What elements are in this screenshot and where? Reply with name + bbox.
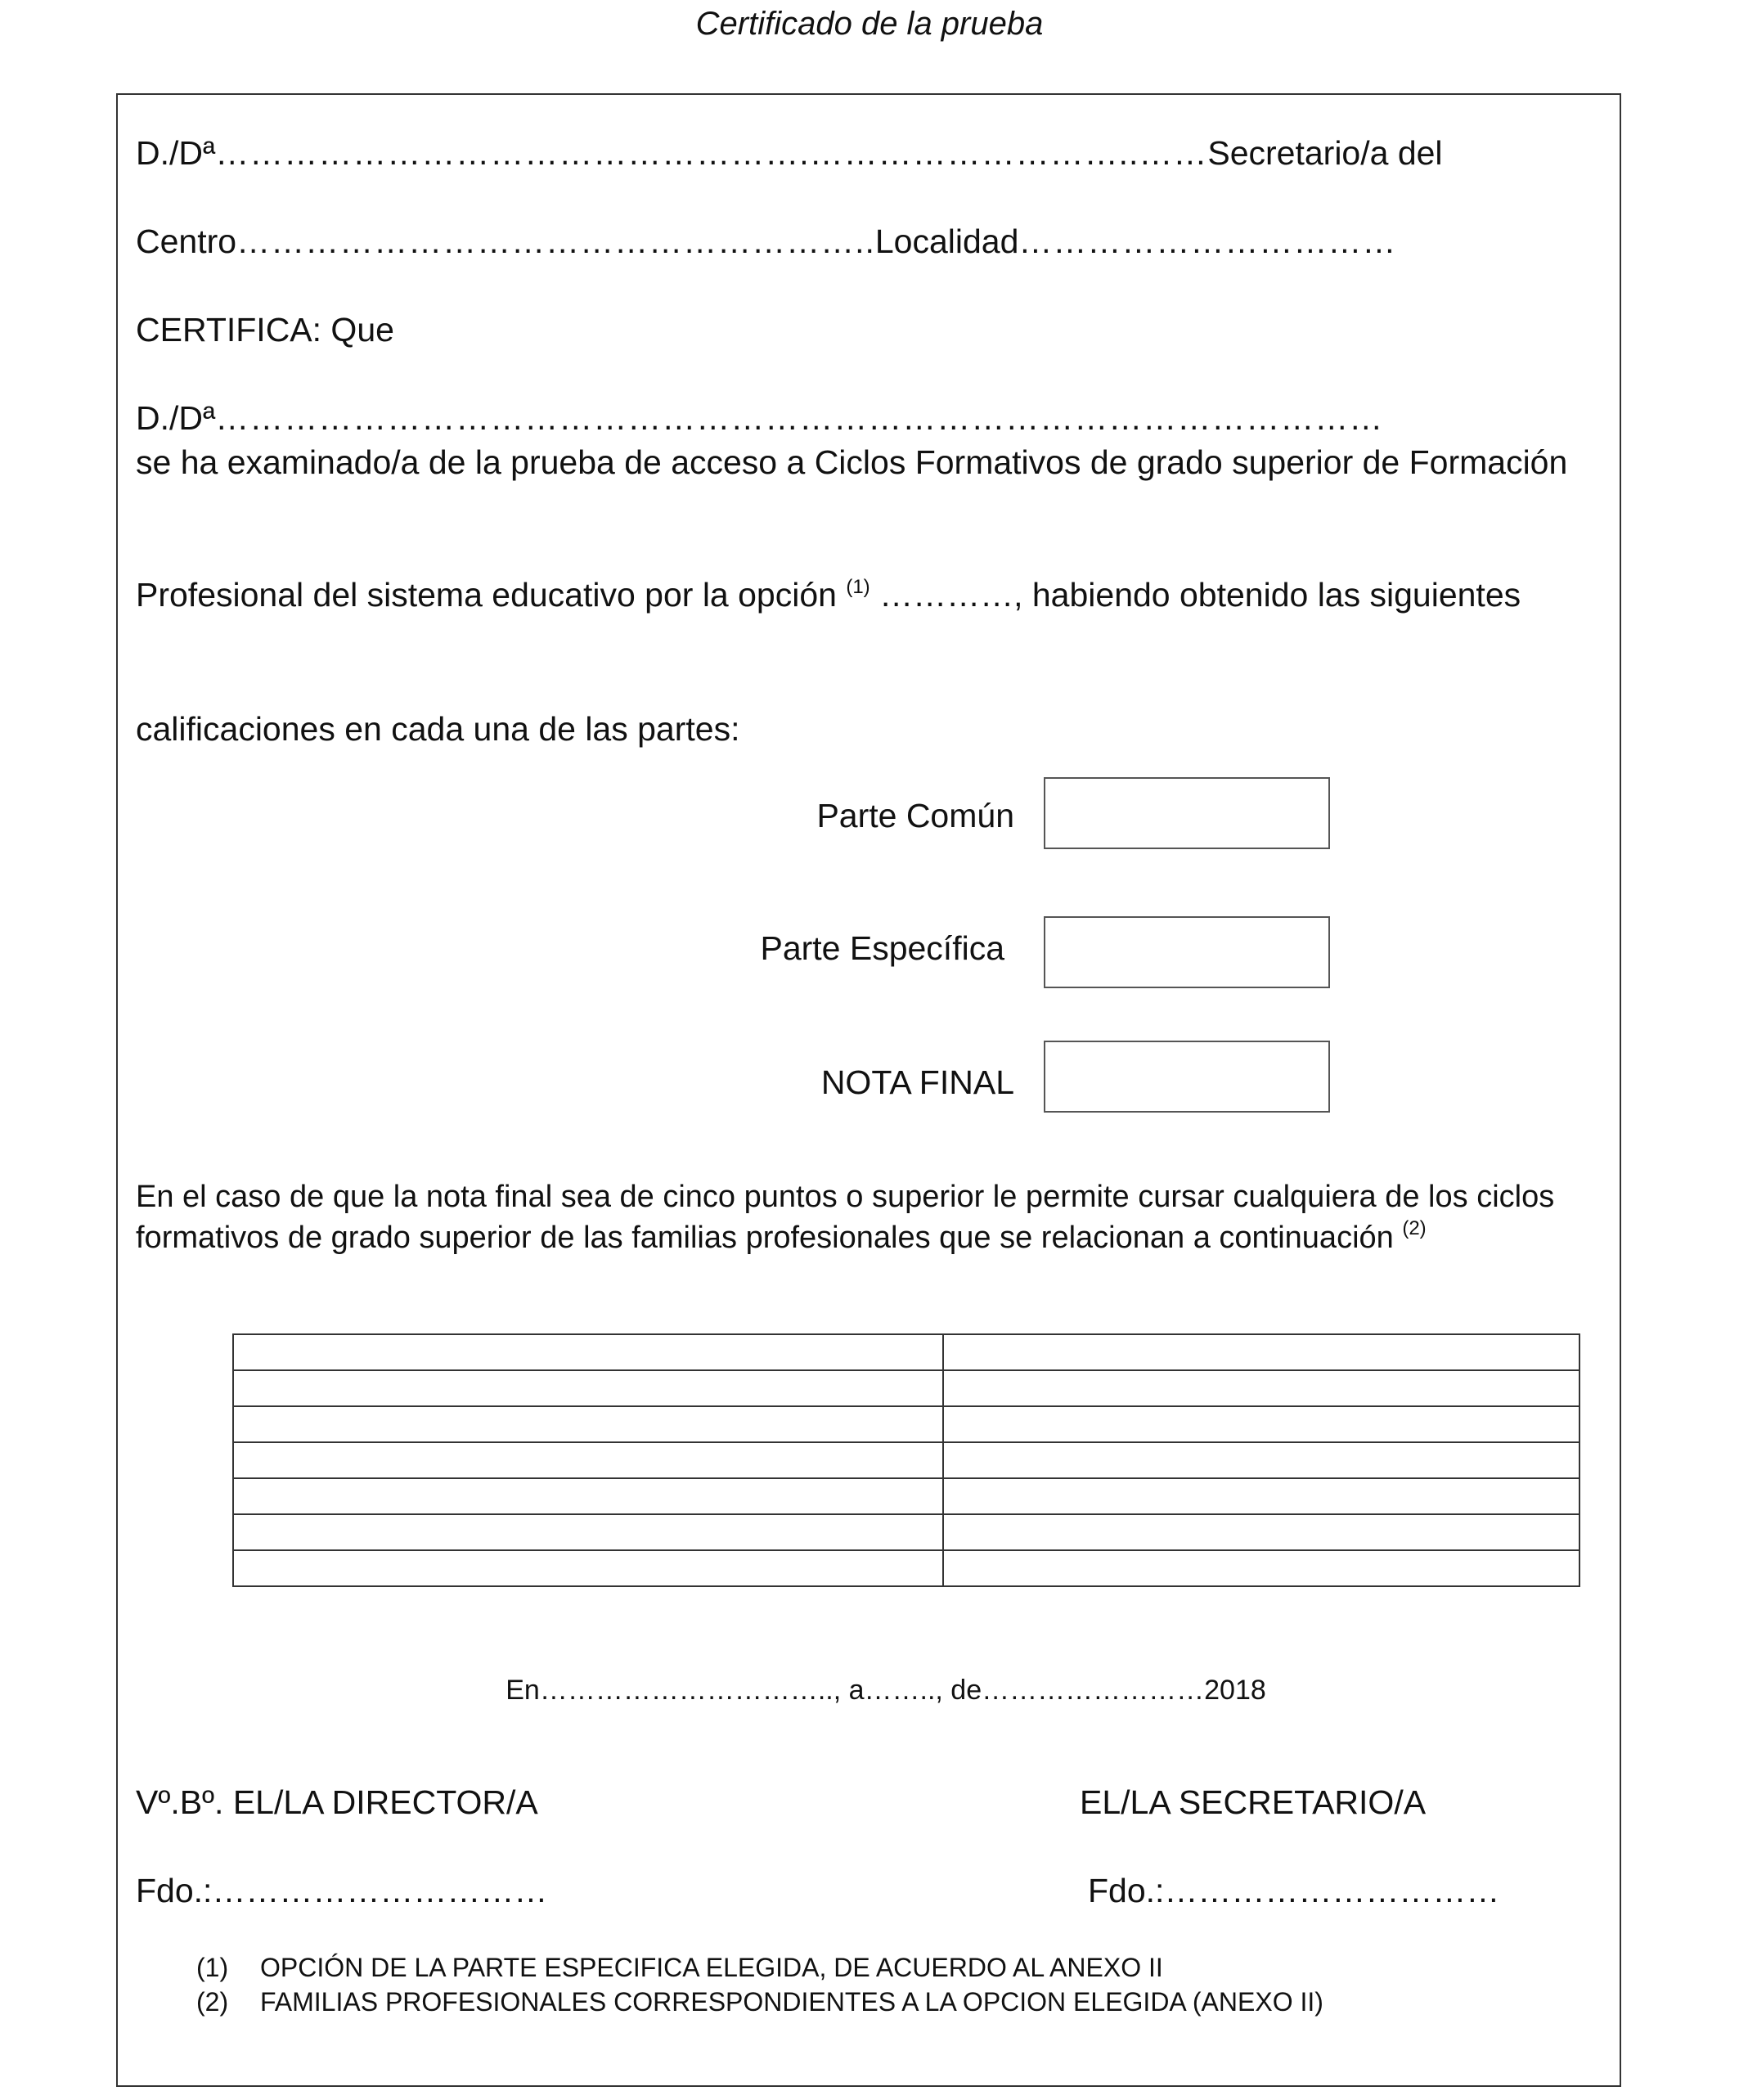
closing-paragraph: [136, 1176, 1575, 1258]
nota-final-label: NOTA FINAL: [820, 1063, 1014, 1101]
secretary-prefix: D./Dª: [136, 134, 216, 172]
table-row: [233, 1478, 1579, 1514]
table-cell[interactable]: [943, 1370, 1579, 1406]
secretario-label: EL/LA SECRETARIO/A: [1080, 1783, 1427, 1821]
table-cell[interactable]: [943, 1514, 1579, 1550]
table-cell[interactable]: [233, 1334, 943, 1370]
footnote-1: [196, 1950, 1323, 1985]
table-row: [233, 1442, 1579, 1478]
footnote-ref-2: (2): [1402, 1217, 1427, 1239]
secretario-signature-line[interactable]: Fdo.:…………………………: [1088, 1872, 1500, 1909]
table-cell[interactable]: [233, 1550, 943, 1586]
locality-label: Localidad: [874, 223, 1019, 260]
table-cell[interactable]: [233, 1370, 943, 1406]
option-paragraph: [136, 573, 1575, 617]
table-cell[interactable]: [233, 1442, 943, 1478]
footnote-2: [196, 1985, 1323, 2019]
footnote-text: FAMILIAS PROFESIONALES CORRESPONDIENTES A LA OPCION ELEGIDA (ANEXO II): [260, 1987, 1323, 2017]
footnote-number: (2): [196, 1987, 229, 2017]
footnote-text: OPCIÓN DE LA PARTE ESPECIFICA ELEGIDA, DE ACUERDO AL ANEXO II: [260, 1953, 1163, 1982]
table-cell[interactable]: [943, 1406, 1579, 1442]
parte-comun-box[interactable]: [1044, 777, 1330, 849]
date-place-line: En………………………….., a…….., de……………………2018: [506, 1675, 1266, 1706]
locality-blank[interactable]: ……………………………: [1018, 223, 1397, 260]
table-cell[interactable]: [943, 1550, 1579, 1586]
table-row: [233, 1406, 1579, 1442]
center-label: Centro: [136, 223, 237, 260]
candidate-name-line: [136, 396, 1383, 440]
closing-text: En el caso de que la nota final sea de cinco puntos o superior le permite cursar cualquiera de los ciclos formativos de grado superior de las familias profesionales que se relacionan a continuación: [136, 1180, 1555, 1255]
exam-paragraph: se ha examinado/a de la prueba de acceso a Ciclos Formativos de grado superior de Formación: [136, 443, 1568, 481]
footnotes: [196, 1950, 1323, 2019]
center-line: [136, 219, 1396, 263]
table-cell[interactable]: [943, 1334, 1579, 1370]
secretary-name-line: [136, 131, 1443, 175]
candidate-name-blank[interactable]: …………………………………………………………………………………………: [215, 399, 1384, 437]
families-table: [232, 1333, 1580, 1587]
footnote-number: (1): [196, 1953, 229, 1982]
parte-especifica-label: Parte Específica: [760, 929, 1004, 967]
table-row: [233, 1514, 1579, 1550]
table-cell[interactable]: [233, 1478, 943, 1514]
certifica-line: CERTIFICA: Que: [136, 311, 394, 349]
table-cell[interactable]: [233, 1406, 943, 1442]
secretary-suffix: Secretario/a del: [1207, 134, 1443, 172]
nota-final-box[interactable]: [1044, 1041, 1330, 1113]
table-row: [233, 1334, 1579, 1370]
grades-intro: calificaciones en cada una de las partes:: [136, 710, 740, 748]
parte-comun-label: Parte Común: [816, 797, 1014, 834]
candidate-prefix: D./Dª: [136, 399, 216, 437]
document-title: Certificado de la prueba: [695, 6, 1044, 42]
option-text-a: Profesional del sistema educativo por la opción: [136, 576, 837, 614]
footnote-ref-1: (1): [846, 576, 870, 598]
table-row: [233, 1550, 1579, 1586]
table-cell[interactable]: [943, 1442, 1579, 1478]
table-row: [233, 1370, 1579, 1406]
center-blank[interactable]: ………………………………………………..: [236, 223, 875, 260]
table-cell[interactable]: [233, 1514, 943, 1550]
secretary-name-blank[interactable]: …………………………………………….………………………..……: [215, 134, 1208, 172]
director-signature-line[interactable]: Fdo.:…………………………: [136, 1872, 548, 1909]
parte-especifica-box[interactable]: [1044, 916, 1330, 988]
option-text-b: …………, habiendo obtenido las siguientes: [879, 576, 1521, 614]
table-cell[interactable]: [943, 1478, 1579, 1514]
director-label: Vº.Bº. EL/LA DIRECTOR/A: [136, 1783, 538, 1821]
